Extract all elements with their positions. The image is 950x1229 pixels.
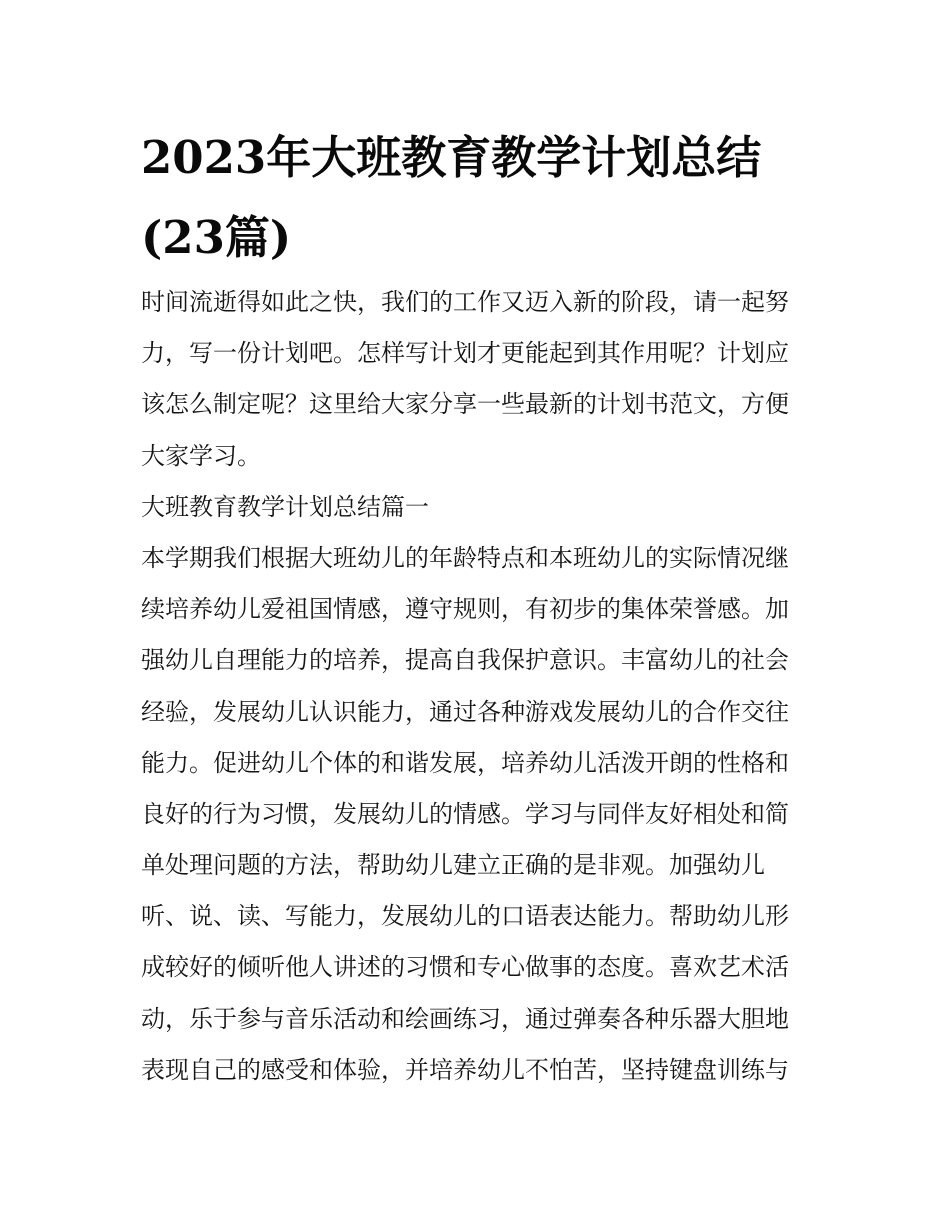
title-line: 2023年大班教育教学计划总结: [141, 131, 762, 184]
intro-line: 大家学习。: [141, 441, 261, 470]
section-line: 良好的行为习惯，发展幼儿的情感。学习与同伴友好相处和简: [141, 799, 789, 828]
section-line: 强幼儿自理能力的培养，提高自我保护意识。丰富幼儿的社会: [141, 646, 789, 675]
section-line: 单处理问题的方法，帮助幼儿建立正确的是非观。加强幼儿: [141, 851, 765, 880]
title-line: (23篇): [141, 211, 292, 264]
document-body: [141, 277, 821, 1096]
section-line: 能力。促进幼儿个体的和谐发展，培养幼儿活泼开朗的性格和: [141, 748, 789, 777]
section-heading: 大班教育教学计划总结篇一: [141, 492, 429, 521]
section-line: 经验，发展幼儿认识能力，通过各种游戏发展幼儿的合作交往: [141, 697, 789, 726]
intro-line: 该怎么制定呢？这里给大家分享一些最新的计划书范文，方便: [141, 390, 789, 419]
document-title: [141, 118, 821, 278]
intro-line: 时间流逝得如此之快，我们的工作又迈入新的阶段，请一起努: [141, 288, 789, 316]
section-line: 动，乐于参与音乐活动和绘画练习，通过弹奏各种乐器大胆地: [141, 1004, 789, 1033]
section-line: 成较好的倾听他人讲述的习惯和专心做事的态度。喜欢艺术活: [141, 953, 789, 982]
section-line: 续培养幼儿爱祖国情感，遵守规则，有初步的集体荣誉感。加: [141, 595, 789, 624]
intro-line: 力，写一份计划吧。怎样写计划才更能起到其作用呢？计划应: [141, 339, 789, 368]
section-line: 表现自己的感受和体验，并培养幼儿不怕苦，坚持键盘训练与: [141, 1055, 789, 1084]
section-line: 本学期我们根据大班幼儿的年龄特点和本班幼儿的实际情况继: [141, 543, 789, 572]
section-line: 听、说、读、写能力，发展幼儿的口语表达能力。帮助幼儿形: [141, 902, 789, 931]
